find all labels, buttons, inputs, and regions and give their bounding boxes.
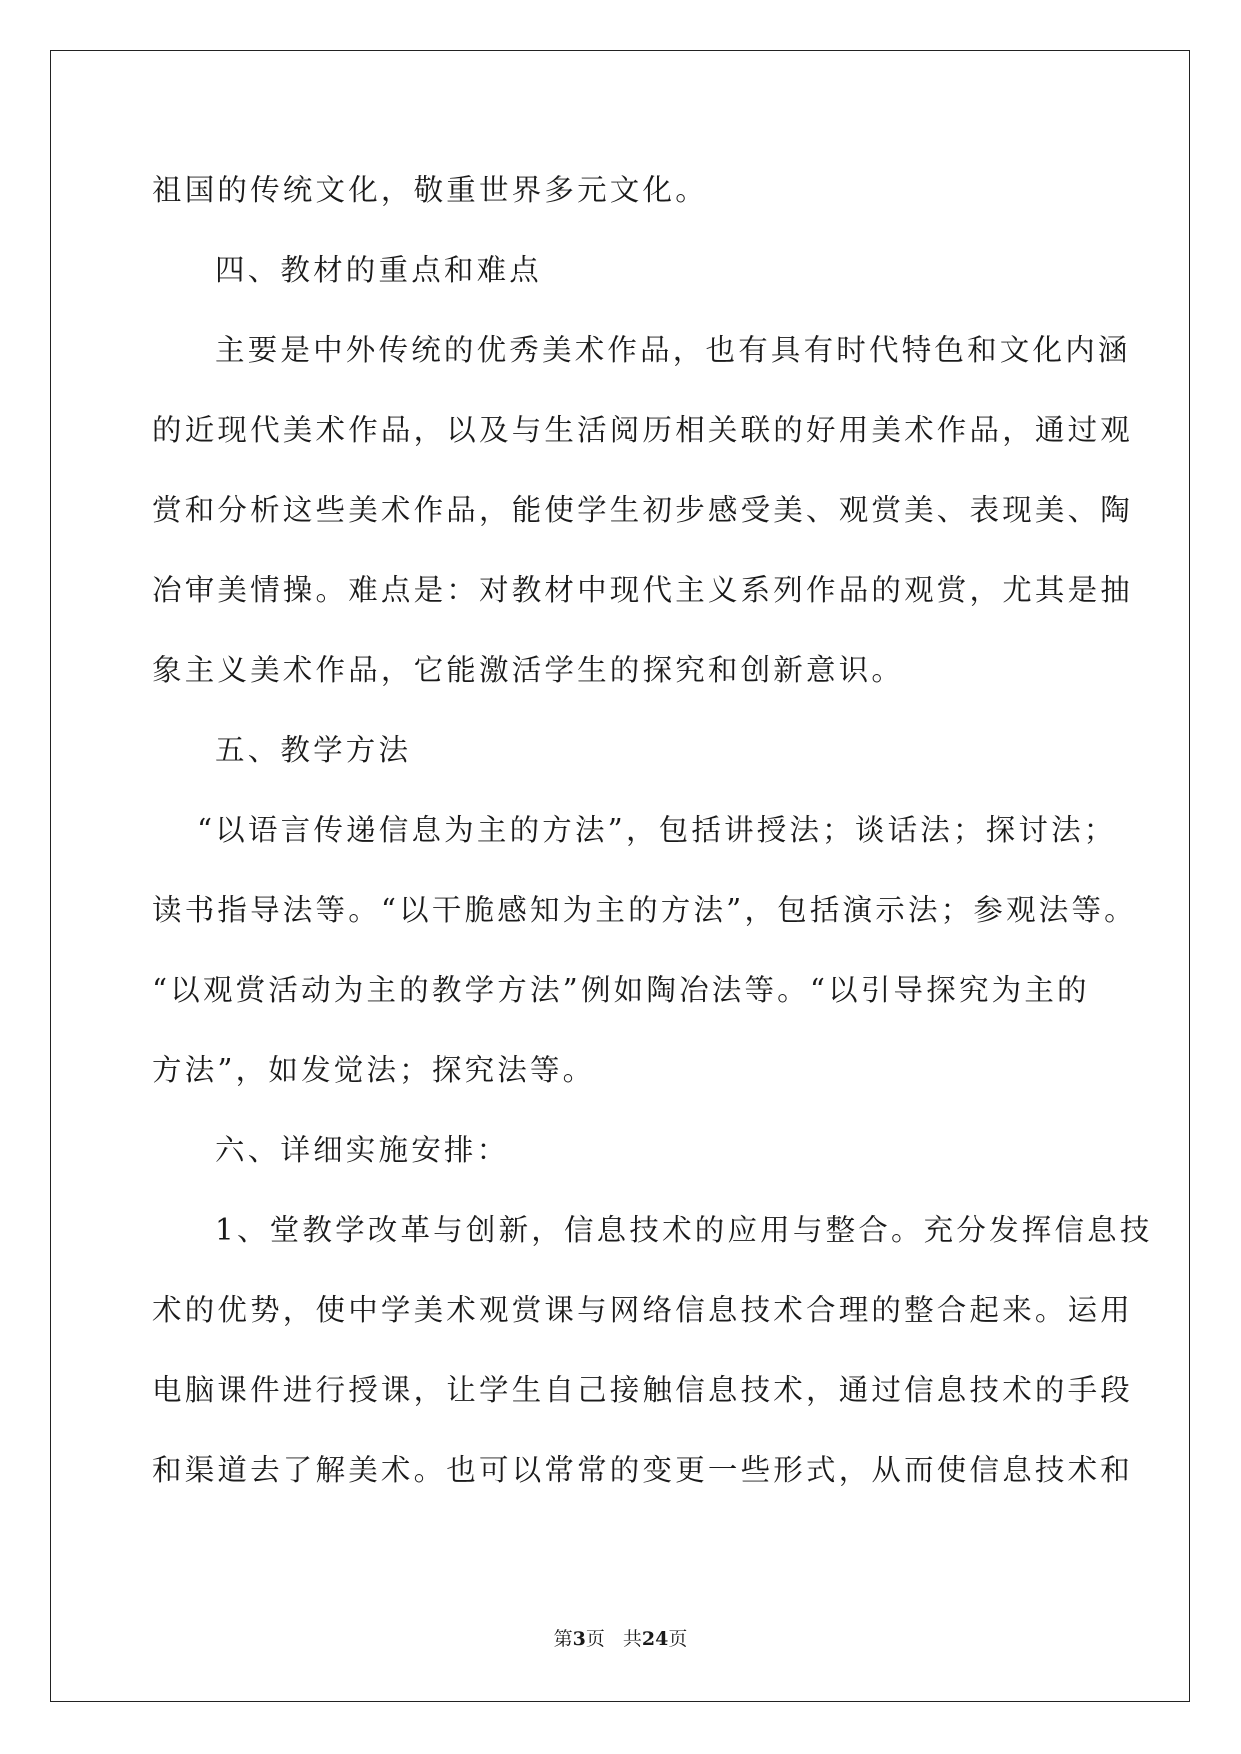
- footer-total-prefix: 共: [622, 1628, 642, 1650]
- footer-total-suffix: 页: [668, 1628, 688, 1650]
- total-page-count: 24: [641, 1628, 669, 1650]
- paragraph-line: 方法”，如发觉法；探究法等。: [152, 1053, 596, 1087]
- paragraph-line: 冶审美情操。难点是：对教材中现代主义系列作品的观赏，尤其是抽: [152, 573, 1134, 607]
- paragraph-line: “以语言传递信息为主的方法”，包括讲授法；谈话法；探讨法；: [197, 813, 1117, 847]
- footer-prefix: 第: [553, 1628, 573, 1650]
- paragraph-line: 术的优势，使中学美术观赏课与网络信息技术合理的整合起来。运用: [152, 1293, 1134, 1327]
- paragraph-line: 和渠道去了解美术。也可以常常的变更一些形式，从而使信息技术和: [152, 1453, 1134, 1487]
- paragraph-line: 1、堂教学改革与创新，信息技术的应用与整合。充分发挥信息技: [215, 1213, 1153, 1247]
- paragraph-line: 主要是中外传统的优秀美术作品，也有具有时代特色和文化内涵: [215, 333, 1131, 367]
- paragraph-line: “以观赏活动为主的教学方法”例如陶冶法等。“以引导探究为主的: [152, 973, 1090, 1007]
- section-heading-4: 四、教材的重点和难点: [215, 253, 543, 287]
- document-body: [152, 150, 1153, 1510]
- paragraph-line: 象主义美术作品，它能激活学生的探究和创新意识。: [152, 653, 905, 687]
- paragraph-line: 读书指导法等。“以干脆感知为主的方法”，包括演示法；参观法等。: [152, 893, 1137, 927]
- section-heading-5: 五、教学方法: [215, 733, 412, 767]
- paragraph-line: 赏和分析这些美术作品，能使学生初步感受美、观赏美、表现美、陶: [152, 493, 1134, 527]
- current-page-number: 3: [572, 1628, 586, 1650]
- paragraph-line: 的近现代美术作品，以及与生活阅历相关联的好用美术作品，通过观: [152, 413, 1134, 447]
- section-heading-6: 六、详细实施安排：: [215, 1133, 510, 1167]
- paragraph-line: 祖国的传统文化，敬重世界多元文化。: [152, 173, 708, 207]
- paragraph-line: 电脑课件进行授课，让学生自己接触信息技术，通过信息技术的手段: [152, 1373, 1134, 1407]
- footer-page-suffix: 页: [585, 1628, 605, 1650]
- page-footer: [0, 1624, 1241, 1651]
